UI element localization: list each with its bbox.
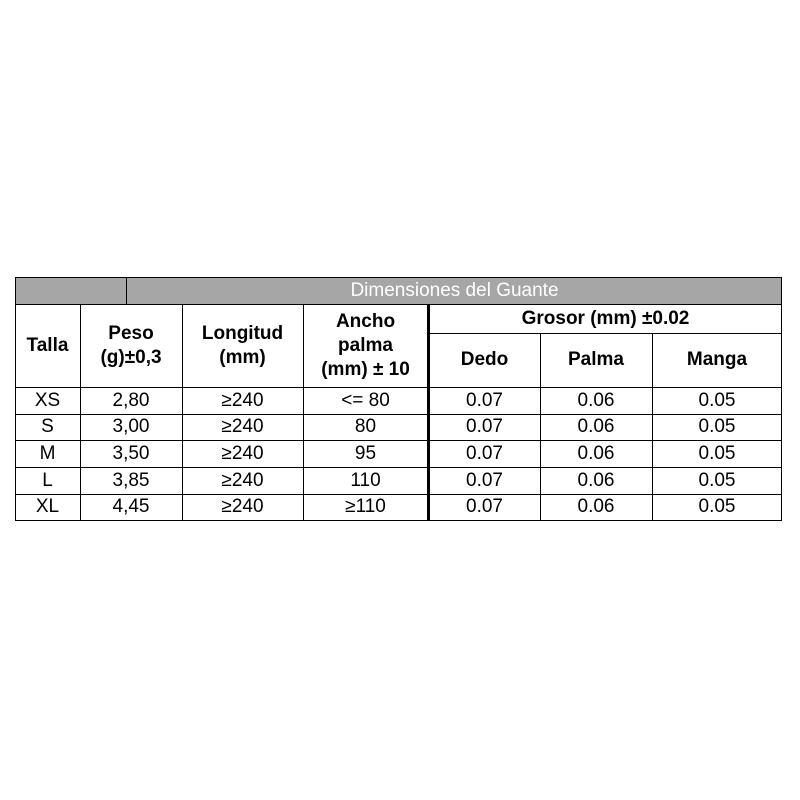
border-col-5 [540,333,541,521]
border-title-left [126,277,127,304]
header-peso: Peso (g)±0,3 [100,322,162,368]
cell-ancho: <= 80 [341,389,390,411]
border-col-thick [427,304,430,521]
border-left [15,277,16,521]
cell-dedo: 0.07 [466,496,503,517]
cell-dedo: 0.07 [466,442,503,464]
cell-palma: 0.06 [577,469,615,491]
cell-peso: 3,00 [112,416,150,437]
border-top [15,277,782,278]
table-title: Dimensiones del Guante [350,279,559,301]
cell-manga: 0.05 [698,469,736,491]
cell-ancho: 95 [354,442,377,464]
cell-palma: 0.06 [577,416,615,437]
border-row-2 [15,440,782,441]
cell-longitud: ≥240 [221,389,264,411]
cell-manga: 0.05 [698,496,736,517]
border-row-4 [15,494,782,495]
cell-longitud: ≥240 [221,469,264,491]
header-manga: Manga [686,349,748,370]
header-talla: Talla [26,334,69,356]
border-under-header [15,387,782,388]
cell-palma: 0.06 [577,496,615,517]
border-row-3 [15,467,782,468]
header-longitud: Longitud (mm) [201,322,284,368]
border-under-grosor [429,333,782,334]
cell-manga: 0.05 [698,416,736,437]
border-row-1 [15,414,782,415]
cell-longitud: ≥240 [221,442,264,464]
cell-ancho: 80 [354,416,377,437]
border-col-3 [303,304,304,521]
border-bottom [15,520,782,521]
border-right [781,277,782,521]
cell-palma: 0.06 [577,442,615,464]
cell-talla: XS [34,389,61,411]
cell-manga: 0.05 [698,442,736,464]
header-grosor: Grosor (mm) ±0.02 [521,307,690,329]
cell-ancho: ≥110 [345,496,386,517]
glove-dimensions-table [15,277,782,521]
cell-longitud: ≥240 [221,416,264,437]
border-col-2 [182,304,183,521]
border-col-6 [652,333,653,521]
cell-peso: 2,80 [112,389,150,411]
cell-ancho: 110 [350,469,381,491]
border-col-1 [80,304,81,521]
cell-dedo: 0.07 [466,416,503,437]
cell-talla: L [42,469,53,491]
cell-dedo: 0.07 [466,389,503,411]
cell-dedo: 0.07 [466,469,503,491]
cell-talla: S [41,416,54,437]
cell-peso: 4,45 [112,496,150,517]
cell-longitud: ≥240 [221,496,264,517]
border-under-title [15,304,782,305]
cell-talla: XL [35,496,60,517]
cell-talla: M [39,442,56,464]
cell-peso: 3,50 [112,442,150,464]
cell-peso: 3,85 [112,469,150,491]
cell-palma: 0.06 [577,389,615,411]
header-dedo: Dedo [460,349,509,370]
cell-manga: 0.05 [698,389,736,411]
header-ancho-palma: Ancho palma (mm) ± 10 [321,310,410,380]
header-band-left [15,277,126,304]
header-palma: Palma [568,349,624,370]
